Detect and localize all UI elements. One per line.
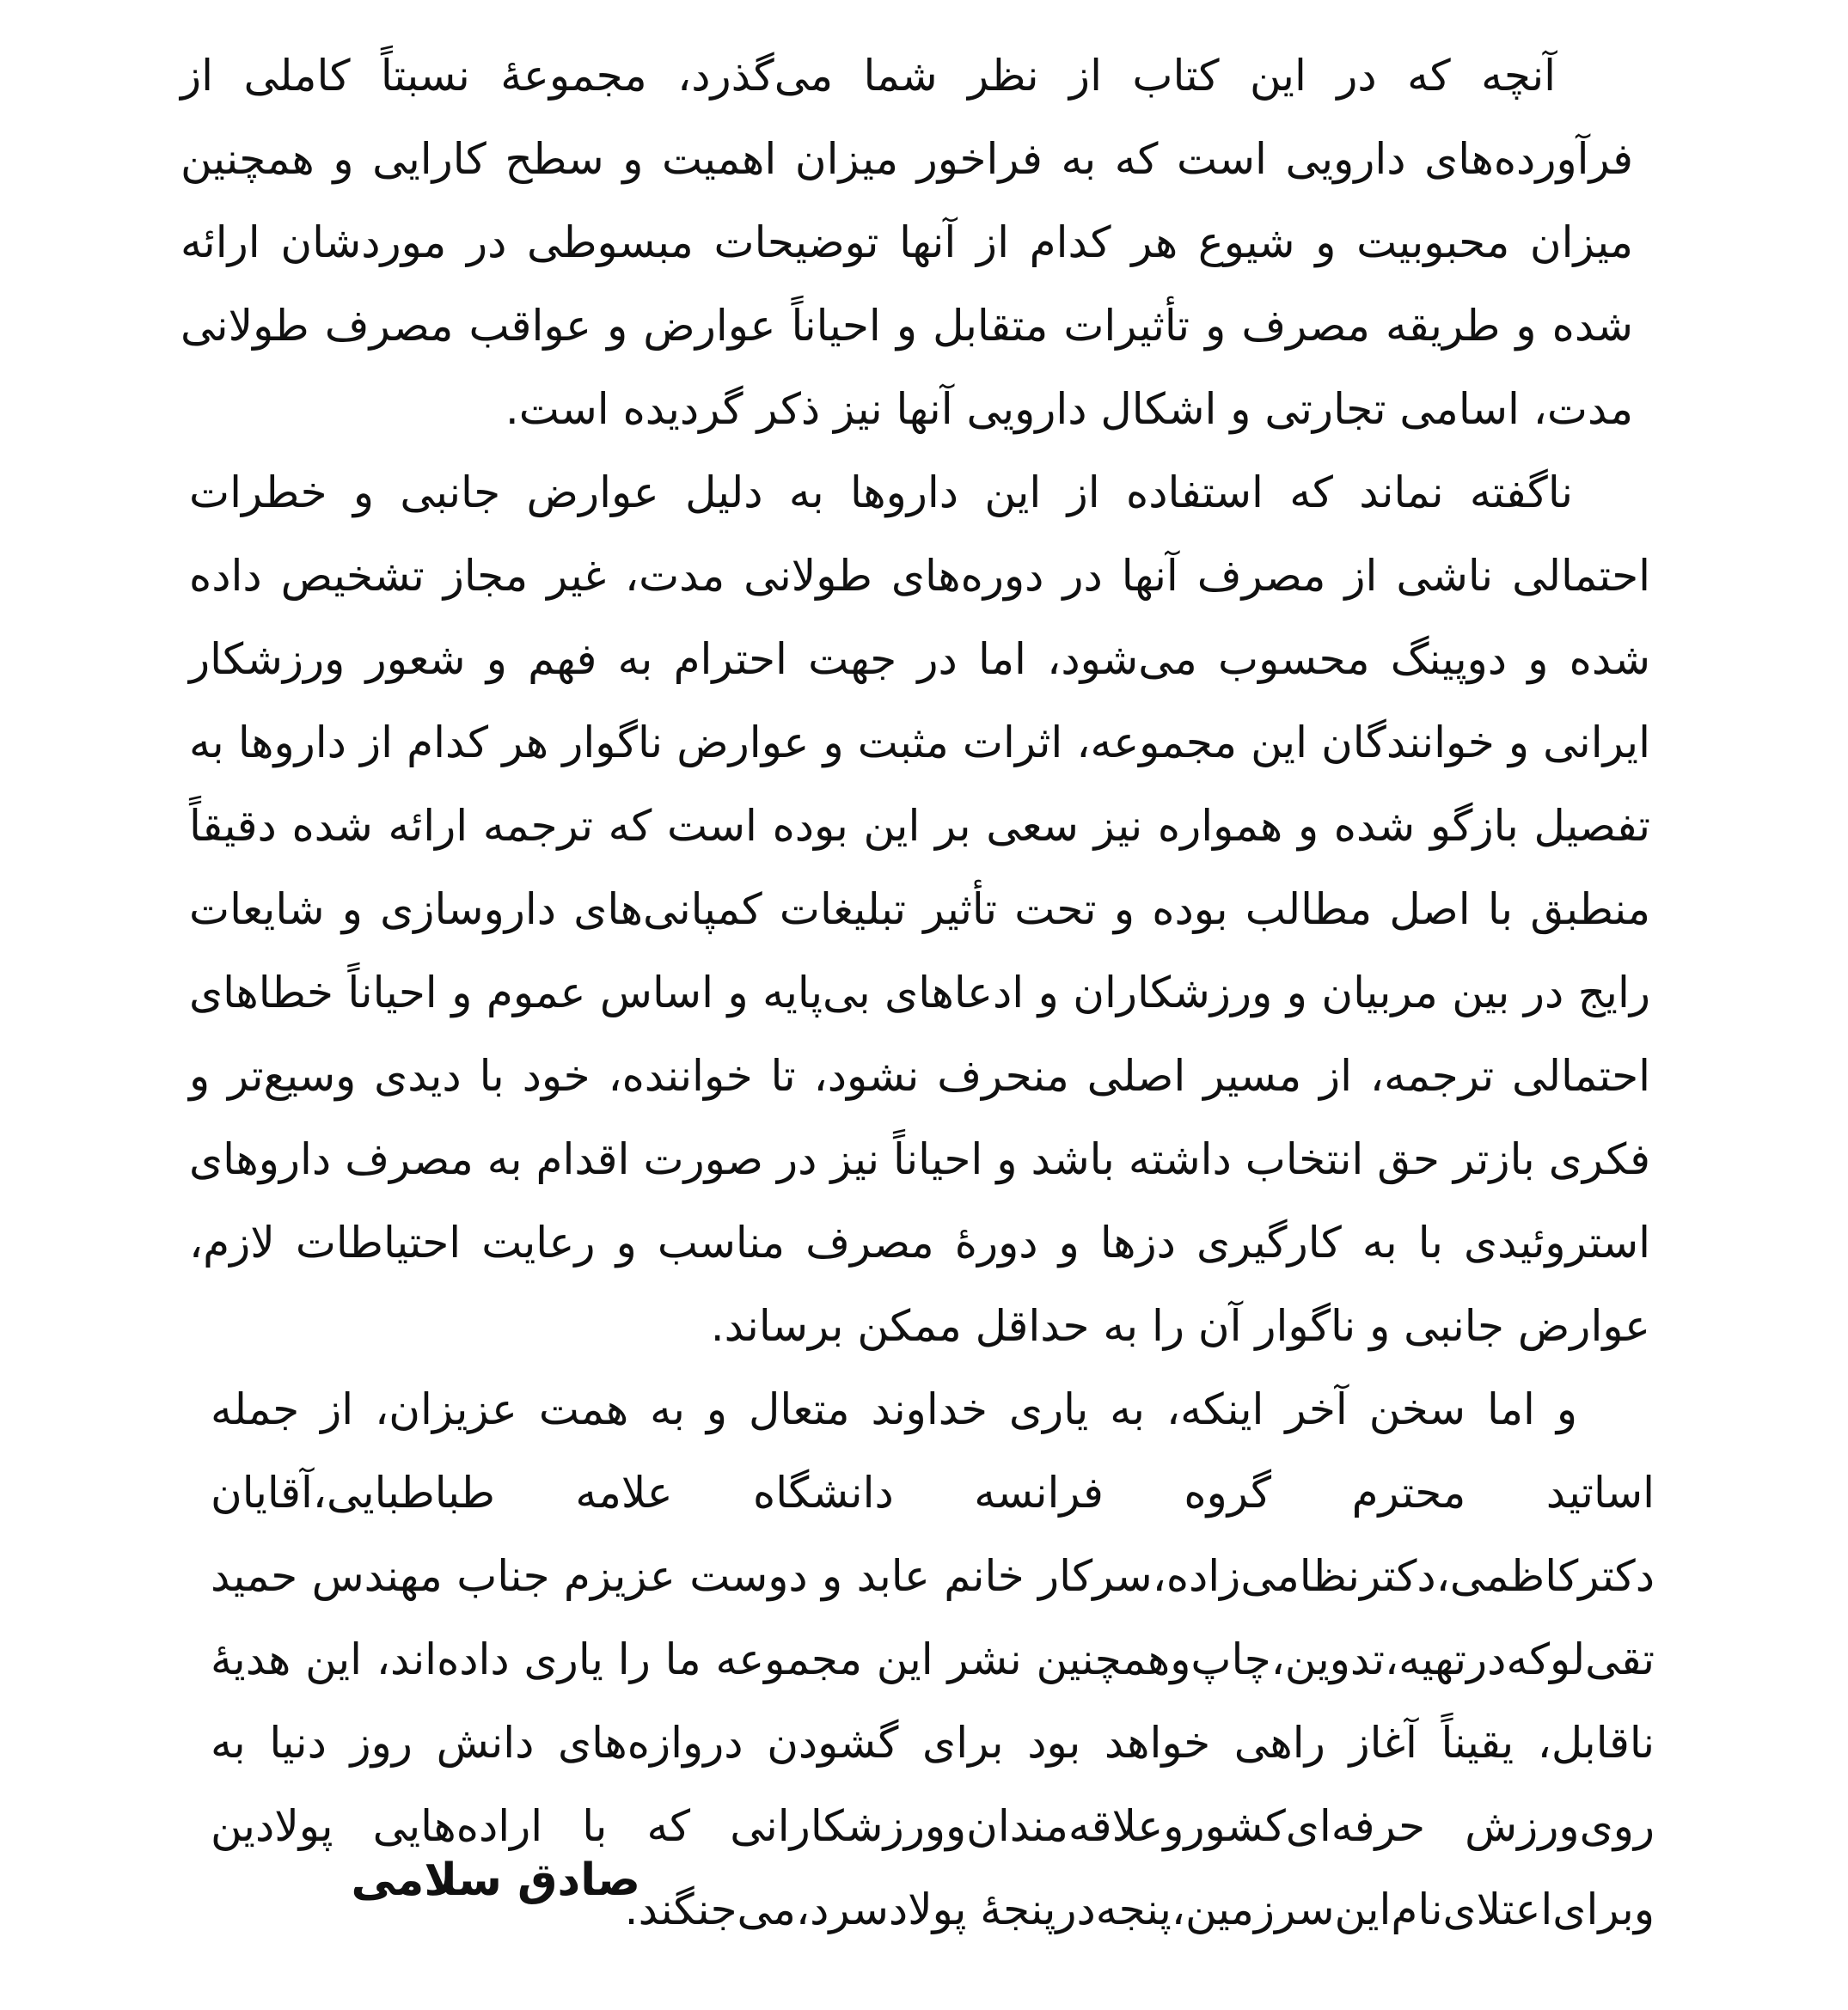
author-signature: صادق سلامی: [351, 1854, 640, 1906]
paragraph-1: آنچه که در این کتاب از نظر شما می‌گذرد، مجموعهٔ نسبتاً کاملی از فرآورده‌های دارویی است که به فراخور میزان اهمیت و سطح کارایی و همچنین میزان محبوبیت و شیوع هر کدام از آنها توضیحات مبسوطی در موردشان ارائه شده و طریقه مصرف و تأثیرات متقابل و احیاناً عوارض و عواقب مصرف طولانی مدت، اسامی تجارتی و اشکال دارویی آنها نیز ذکر گردیده است.: [181, 51, 1633, 434]
paragraph-2: ناگفته نماند که استفاده از این داروها به دلیل عوارض جانبی و خطرات احتمالی ناشی از مصرف آنها در دوره‌های طولانی مدت، غیر مجاز تشخیص داده شده و دوپینگ محسوب می‌شود، اما در جهت احترام به فهم و شعور ورزشکار ایرانی و خوانندگان این مجموعه، اثرات مثبت و عوارض ناگوار هر کدام از داروها به تفصیل بازگو شده و همواره نیز سعی بر این بوده است که ترجمه ارائه شده دقیقاً منطبق با اصل مطالب بوده و تحت تأثیر تبلیغات کمپانی‌های داروسازی و شایعات رایج در بین مربیان و ورزشکاران و ادعاهای بی‌پایه و اساس عموم و احیاناً خطاهای احتمالی ترجمه، از مسیر اصلی منحرف نشود، تا خواننده، خود با دیدی وسیع‌تر و فکری بازتر حق انتخاب داشته باشد و احیاناً نیز در صورت اقدام به مصرف داروهای استروئیدی با به کارگیری دزها و دورهٔ مصرف مناسب و رعایت احتیاطات لازم، عوارض جانبی و ناگوار آن را به حداقل ممکن برساند.: [189, 467, 1650, 1351]
document-page: [176, 34, 1655, 1976]
paragraph-3: و اما سخن آخر اینکه، به یاری خداوند متعال و به همت عزیزان، از جمله اساتید محترم گروه فرانسه دانشگاه علامه طباطبایی،آقایان دکترکاظمی،دکترنظامی‌زاده،سرکار خانم عابد و دوست عزیزم جناب مهندس حمید تقی‌لوکه‌درتهیه،تدوین،چاپ‌وهمچنین نشر این مجموعه ما را یاری داده‌اند، این هدیهٔ ناقابل، یقیناً آغاز راهی خواهد بود برای گشودن دروازه‌های دانش روز دنیا به روی‌ورزش حرفه‌ای‌کشوروعلاقه‌مندان‌وورزشکارانی که با اراده‌هایی پولادین وبرای‌اعتلای‌نام‌این‌سرزمین،پنجه‌درپنجهٔ پولادسرد،می‌جنگند.: [211, 1384, 1655, 1934]
